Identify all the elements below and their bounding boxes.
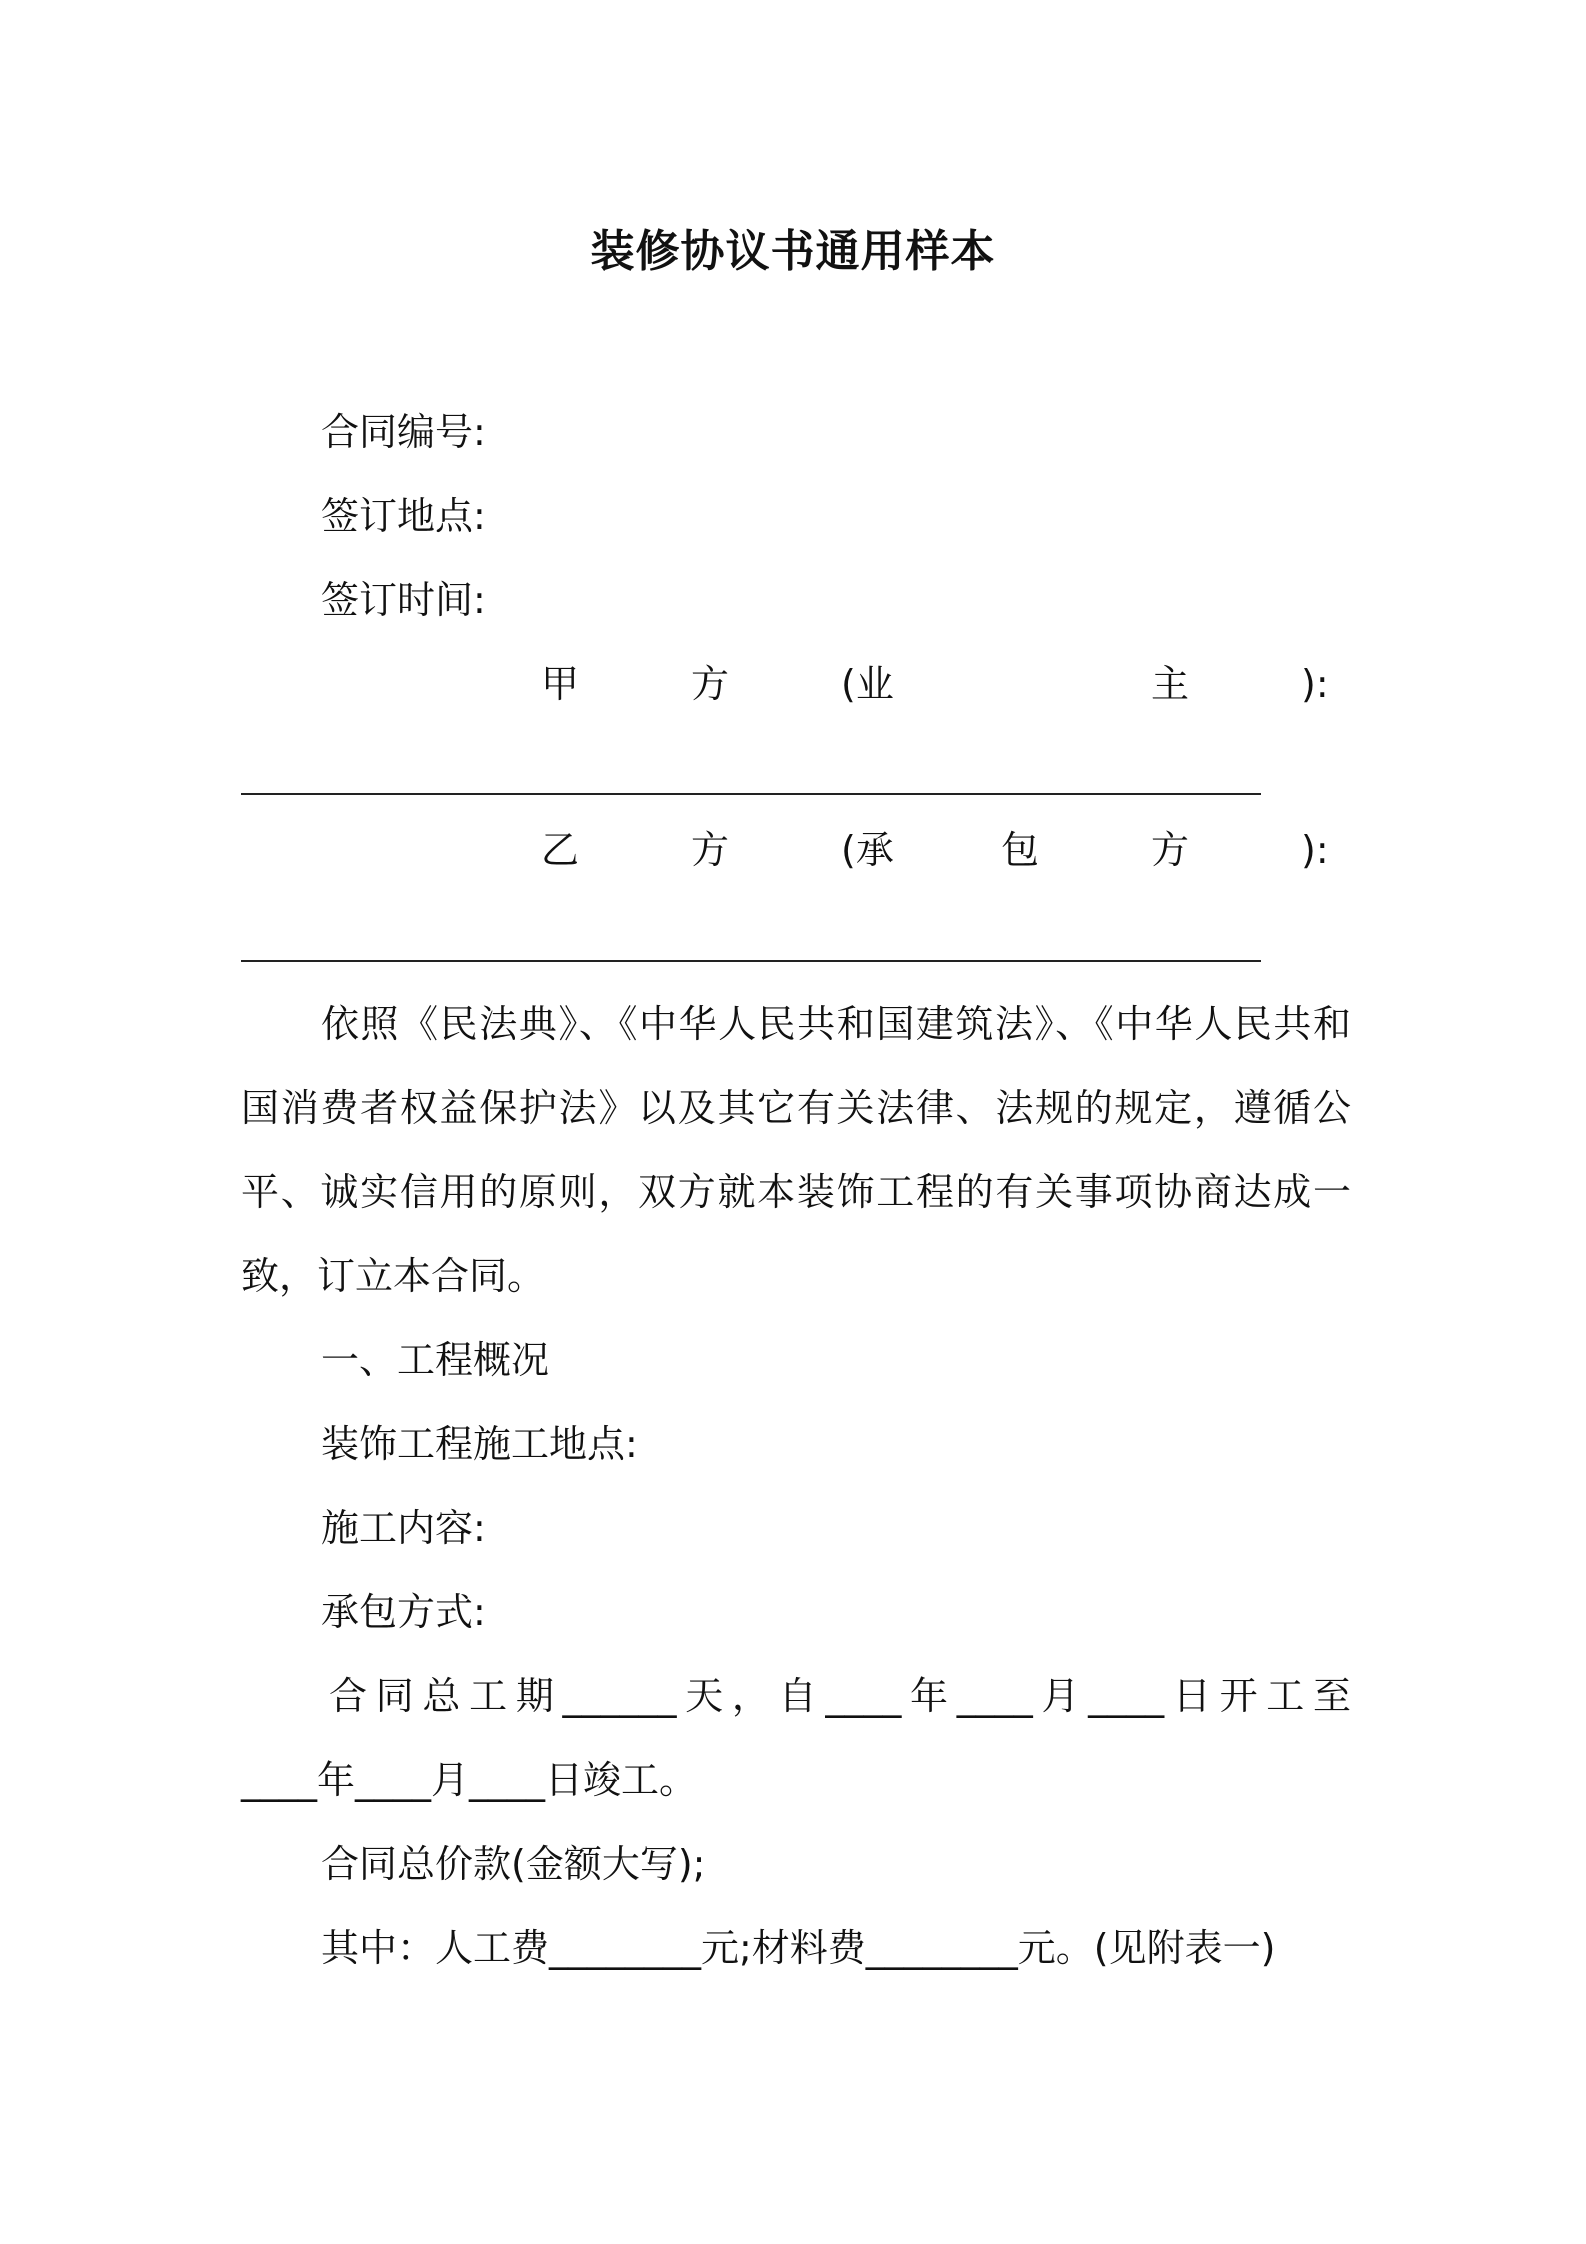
party-b-char-3: (承 xyxy=(841,828,894,872)
contract-period-line-1: 合同总工期______天，自____年____月____日开工至 xyxy=(329,1674,1351,1718)
document-title: 装修协议书通用样本 xyxy=(590,226,996,277)
price-breakdown-field: 其中：人工费________元;材料费________元。(见附表一) xyxy=(321,1926,1276,1970)
sign-time-field: 签订时间: xyxy=(321,578,486,622)
party-a-char-5: ): xyxy=(1301,662,1329,706)
party-a-char-4: 主 xyxy=(1151,662,1190,706)
party-b-char-5: 方 xyxy=(1151,828,1190,872)
contract-method-field: 承包方式: xyxy=(321,1590,486,1634)
party-a-char-1: 甲 xyxy=(541,662,580,706)
construction-site-field: 装饰工程施工地点: xyxy=(321,1422,638,1466)
contract-period-line-2: ____年____月____日竣工。 xyxy=(241,1758,698,1802)
party-b-label xyxy=(241,808,1351,892)
party-a-label xyxy=(241,642,1351,726)
party-a-char-2: 方 xyxy=(691,662,730,706)
construction-content-field: 施工内容: xyxy=(321,1506,486,1550)
preamble-line-2: 国消费者权益保护法》以及其它有关法律、法规的规定，遵循公 xyxy=(241,1086,1351,1130)
preamble-line-3: 平、诚实信用的原则，双方就本装饰工程的有关事项协商达成一 xyxy=(241,1170,1351,1214)
contract-period-paragraph xyxy=(241,1654,1351,1822)
sign-place-field: 签订地点: xyxy=(321,494,486,538)
party-b-blank-line xyxy=(241,960,1261,962)
party-b-char-6: ): xyxy=(1301,828,1329,872)
party-a-blank-line xyxy=(241,793,1261,795)
party-b-char-2: 方 xyxy=(691,828,730,872)
party-a-char-3: (业 xyxy=(841,662,894,706)
party-b-char-1: 乙 xyxy=(541,828,580,872)
preamble-paragraph xyxy=(241,982,1351,1318)
party-b-char-4: 包 xyxy=(1001,828,1040,872)
preamble-line-4: 致，订立本合同。 xyxy=(241,1254,546,1298)
contract-number-field: 合同编号: xyxy=(321,410,486,454)
section-1-heading: 一、工程概况 xyxy=(321,1338,550,1382)
preamble-line-1: 依照《民法典》、《中华人民共和国建筑法》、《中华人民共和 xyxy=(321,1002,1351,1046)
total-price-field: 合同总价款(金额大写); xyxy=(321,1842,706,1886)
